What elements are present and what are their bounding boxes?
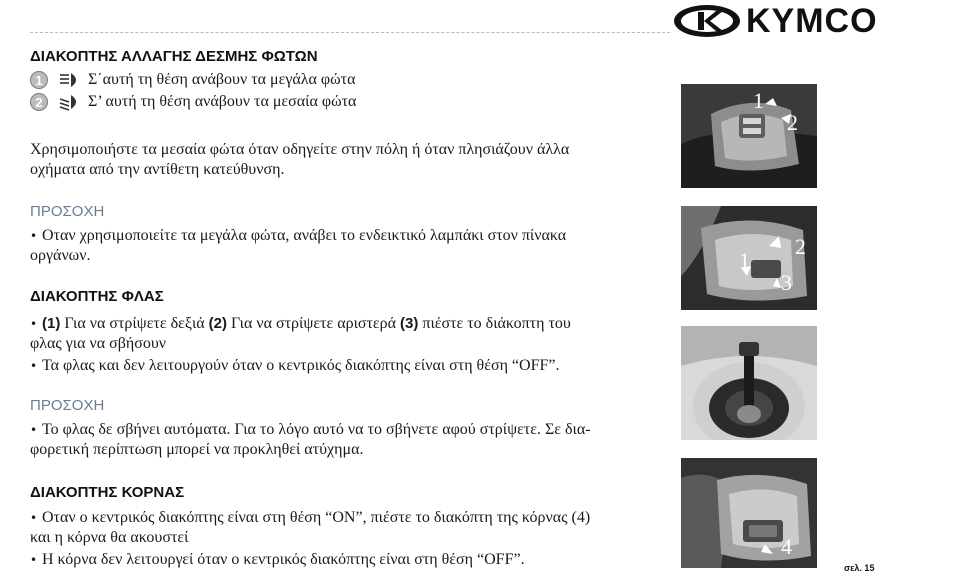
brand-name: KYMCO [746, 2, 878, 40]
headlight-switch-illustration [681, 84, 817, 188]
caution-1-line-1: Οταν χρησιμοποιείτε τα μεγάλα φώτα, ανάβει το ενδεικτικό λαμπάκι στον πίνακα [42, 227, 567, 244]
bullet-icon: • [30, 317, 38, 331]
caution-2-title: ΠΡΟΣΟΧΗ [30, 397, 105, 414]
kymco-emblem-icon [672, 3, 742, 39]
position-1-text: Σ΄αυτή τη θέση ανάβουν τα μεγάλα φώτα [88, 71, 356, 88]
flasher-text-2: Για να στρίψετε αριστερά [226, 315, 401, 332]
flasher-ref-1: (1) [42, 315, 61, 332]
caution-1-bullet [30, 226, 566, 246]
bullet-icon: • [30, 511, 38, 525]
flasher-photo-label-2: 2 [795, 234, 806, 259]
headlight-usage-line-1: Χρησιμοποιήστε τα μεσαία φώτα όταν οδηγείτε στην πόλη ή όταν πλησιάζουν άλλα [30, 141, 570, 158]
bullet-icon: • [30, 229, 38, 243]
position-1-badge: 1 [30, 71, 48, 89]
kymco-logo [672, 2, 904, 40]
flasher-switch-photo [681, 206, 817, 310]
flasher-photo-label-1: 1 [739, 248, 750, 273]
caution-1-line-2: οργάνων. [30, 247, 91, 264]
horn-switch-photo [681, 458, 817, 568]
ignition-key-illustration [681, 326, 817, 440]
flasher-ref-3: (3) [400, 315, 419, 332]
horn-photo-label-4: 4 [781, 534, 792, 559]
flasher-text-3: πιέστε το διάκοπτη του [418, 315, 571, 332]
flasher-text-1: Για να στρίψετε δεξιά [60, 315, 209, 332]
flasher-bullet-1-line-2: φλας για να σβήσουν [30, 335, 166, 352]
bullet-icon: • [30, 553, 38, 567]
caution-2-bullet [30, 420, 591, 440]
headlight-photo-label-2: 2 [787, 110, 798, 135]
position-2-badge: 2 [30, 93, 48, 111]
high-beam-icon [58, 71, 84, 89]
bullet-icon: • [30, 423, 38, 437]
horn-bullet-1-line-2: και η κόρνα θα ακουστεί [30, 529, 189, 546]
caution-2-line-2: φορετική περίπτωση μπορεί να προκληθεί ατύχημα. [30, 441, 364, 458]
headlight-section-title: ΔΙΑΚΟΠΤΗΣ ΑΛΛΑΓΗΣ ΔΕΣΜΗΣ ΦΩΤΩΝ [30, 48, 318, 65]
headlight-usage-line-2: οχήματα από την αντίθετη κατεύθυνση. [30, 161, 285, 178]
horn-bullet-2-text: Η κόρνα δεν λειτουργεί όταν ο κεντρικός διακόπτης είναι στη θέση “OFF”. [42, 551, 525, 568]
flasher-bullet-2-text: Τα φλας και δεν λειτουργούν όταν ο κεντρικός διακόπτης είναι στη θέση “OFF”. [42, 357, 560, 374]
horn-bullet-2 [30, 550, 525, 570]
headlight-position-1 [30, 70, 356, 90]
horn-section-title: ΔΙΑΚΟΠΤΗΣ ΚΟΡΝΑΣ [30, 484, 185, 501]
caution-2-line-1: Το φλας δε σβήνει αυτόματα. Για το λόγο αυτό να το σβήνετε αφού στρίψετε. Σε δια- [42, 421, 591, 438]
low-beam-icon [58, 93, 84, 111]
headlight-photo-label-1: 1 [753, 88, 764, 113]
position-2-text: Σ’ αυτή τη θέση ανάβουν τα μεσαία φώτα [88, 93, 357, 110]
page-number: σελ. 15 [844, 563, 875, 573]
headlight-position-2 [30, 92, 356, 112]
bullet-icon: • [30, 359, 38, 373]
header-divider [30, 32, 670, 33]
flasher-ref-2: (2) [208, 315, 227, 332]
flasher-bullet-2 [30, 356, 559, 376]
ignition-key-photo [681, 326, 817, 440]
headlight-switch-photo [681, 84, 817, 188]
flasher-photo-label-3: 3 [781, 270, 792, 295]
caution-1-title: ΠΡΟΣΟΧΗ [30, 203, 105, 220]
horn-bullet-1 [30, 508, 590, 528]
flasher-section-title: ΔΙΑΚΟΠΤΗΣ ΦΛΑΣ [30, 288, 164, 305]
horn-bullet-1-line-1: Οταν ο κεντρικός διακόπτης είναι στη θέση “ON”, πιέστε το διακόπτη της κόρνας (4) [42, 509, 591, 526]
flasher-bullet-1 [30, 314, 571, 334]
horn-switch-illustration [681, 458, 817, 568]
